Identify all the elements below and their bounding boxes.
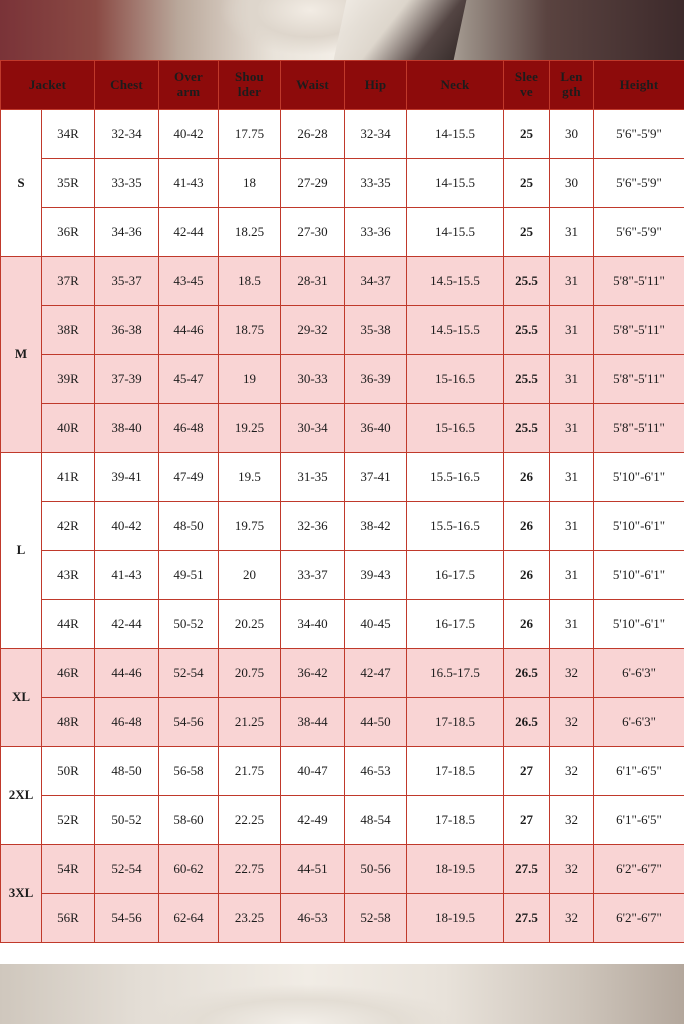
cell-chest: 52-54	[95, 845, 159, 894]
cell-shoulder: 20.25	[219, 600, 281, 649]
cell-waist: 30-33	[281, 355, 345, 404]
cell-chest: 40-42	[95, 502, 159, 551]
size-chart-table	[0, 60, 684, 943]
cell-neck: 14-15.5	[407, 159, 504, 208]
cell-overarm: 46-48	[159, 404, 219, 453]
cell-jacket: 38R	[42, 306, 95, 355]
table-row	[1, 110, 684, 159]
cell-hip: 52-58	[345, 894, 407, 943]
cell-length: 32	[550, 845, 594, 894]
cell-chest: 35-37	[95, 257, 159, 306]
column-header-chest: Chest	[95, 61, 159, 110]
table-row	[1, 208, 684, 257]
cell-shoulder: 21.75	[219, 747, 281, 796]
cell-neck: 17-18.5	[407, 747, 504, 796]
cell-waist: 34-40	[281, 600, 345, 649]
cell-hip: 40-45	[345, 600, 407, 649]
cell-sleeve: 25.5	[504, 306, 550, 355]
cell-overarm: 42-44	[159, 208, 219, 257]
cell-shoulder: 19	[219, 355, 281, 404]
background-photo-top	[0, 0, 684, 60]
table-row	[1, 894, 684, 943]
cell-shoulder: 19.5	[219, 453, 281, 502]
cell-jacket: 36R	[42, 208, 95, 257]
cell-height: 5'8"-5'11"	[594, 355, 684, 404]
cell-height: 6'-6'3"	[594, 698, 684, 747]
cell-waist: 44-51	[281, 845, 345, 894]
cell-length: 31	[550, 257, 594, 306]
cell-hip: 46-53	[345, 747, 407, 796]
cell-shoulder: 18.25	[219, 208, 281, 257]
cell-shoulder: 18.5	[219, 257, 281, 306]
cell-length: 32	[550, 698, 594, 747]
cell-hip: 42-47	[345, 649, 407, 698]
cell-hip: 50-56	[345, 845, 407, 894]
cell-waist: 26-28	[281, 110, 345, 159]
table-row	[1, 453, 684, 502]
cell-waist: 28-31	[281, 257, 345, 306]
table-row	[1, 306, 684, 355]
cell-sleeve: 27	[504, 747, 550, 796]
cell-hip: 36-40	[345, 404, 407, 453]
cell-sleeve: 26	[504, 600, 550, 649]
cell-length: 31	[550, 551, 594, 600]
column-header-sleeve-line2: ve	[520, 84, 533, 99]
cell-height: 5'10"-6'1"	[594, 600, 684, 649]
size-group-label: XL	[1, 649, 42, 747]
cell-overarm: 43-45	[159, 257, 219, 306]
cell-length: 32	[550, 649, 594, 698]
cell-height: 6'2"-6'7"	[594, 894, 684, 943]
cell-length: 31	[550, 502, 594, 551]
cell-waist: 27-29	[281, 159, 345, 208]
cell-sleeve: 25	[504, 159, 550, 208]
cell-waist: 40-47	[281, 747, 345, 796]
cell-shoulder: 17.75	[219, 110, 281, 159]
cell-height: 5'10"-6'1"	[594, 551, 684, 600]
cell-chest: 42-44	[95, 600, 159, 649]
column-header-overarm-line2: arm	[176, 84, 201, 99]
cell-length: 32	[550, 796, 594, 845]
cell-overarm: 40-42	[159, 110, 219, 159]
cell-waist: 46-53	[281, 894, 345, 943]
cell-chest: 33-35	[95, 159, 159, 208]
cell-hip: 37-41	[345, 453, 407, 502]
cell-jacket: 41R	[42, 453, 95, 502]
cell-neck: 18-19.5	[407, 845, 504, 894]
cell-overarm: 48-50	[159, 502, 219, 551]
cell-jacket: 44R	[42, 600, 95, 649]
suit-collar-decoration	[334, 0, 467, 60]
table-row	[1, 600, 684, 649]
table-row	[1, 796, 684, 845]
cell-neck: 16-17.5	[407, 600, 504, 649]
cell-waist: 31-35	[281, 453, 345, 502]
cell-hip: 33-35	[345, 159, 407, 208]
cell-sleeve: 25	[504, 208, 550, 257]
table-row	[1, 747, 684, 796]
table-row	[1, 551, 684, 600]
cell-sleeve: 25.5	[504, 257, 550, 306]
cell-height: 5'8"-5'11"	[594, 306, 684, 355]
column-header-shoulder	[219, 61, 281, 110]
cell-neck: 15.5-16.5	[407, 502, 504, 551]
column-header-waist: Waist	[281, 61, 345, 110]
cell-shoulder: 23.25	[219, 894, 281, 943]
column-header-sleeve	[504, 61, 550, 110]
column-header-shoulder-line2: lder	[237, 84, 262, 99]
cell-neck: 16-17.5	[407, 551, 504, 600]
cell-neck: 17-18.5	[407, 698, 504, 747]
cell-sleeve: 26	[504, 453, 550, 502]
cell-sleeve: 26	[504, 551, 550, 600]
cell-height: 5'10"-6'1"	[594, 502, 684, 551]
column-header-length-line1: Len	[560, 69, 583, 85]
cell-neck: 14.5-15.5	[407, 257, 504, 306]
cell-waist: 42-49	[281, 796, 345, 845]
background-photo-bottom	[0, 964, 684, 1024]
cell-jacket: 34R	[42, 110, 95, 159]
cell-length: 31	[550, 600, 594, 649]
cell-chest: 39-41	[95, 453, 159, 502]
cell-jacket: 48R	[42, 698, 95, 747]
table-row	[1, 502, 684, 551]
cell-hip: 38-42	[345, 502, 407, 551]
column-header-shoulder-line1: Shou	[235, 69, 264, 85]
cell-sleeve: 27.5	[504, 845, 550, 894]
cell-neck: 14-15.5	[407, 208, 504, 257]
size-group-label: L	[1, 453, 42, 649]
column-header-neck: Neck	[407, 61, 504, 110]
cell-height: 5'8"-5'11"	[594, 257, 684, 306]
cell-hip: 44-50	[345, 698, 407, 747]
cell-overarm: 52-54	[159, 649, 219, 698]
cell-neck: 16.5-17.5	[407, 649, 504, 698]
cell-chest: 41-43	[95, 551, 159, 600]
cell-jacket: 50R	[42, 747, 95, 796]
cell-hip: 48-54	[345, 796, 407, 845]
cell-waist: 29-32	[281, 306, 345, 355]
cell-jacket: 39R	[42, 355, 95, 404]
cell-chest: 32-34	[95, 110, 159, 159]
cell-shoulder: 19.75	[219, 502, 281, 551]
cell-chest: 34-36	[95, 208, 159, 257]
cell-length: 32	[550, 894, 594, 943]
table-row	[1, 355, 684, 404]
cell-overarm: 44-46	[159, 306, 219, 355]
cell-shoulder: 20	[219, 551, 281, 600]
cell-neck: 14-15.5	[407, 110, 504, 159]
column-header-length	[550, 61, 594, 110]
cell-waist: 38-44	[281, 698, 345, 747]
cell-sleeve: 26.5	[504, 698, 550, 747]
cell-shoulder: 21.25	[219, 698, 281, 747]
cell-jacket: 43R	[42, 551, 95, 600]
cell-sleeve: 25	[504, 110, 550, 159]
cell-chest: 38-40	[95, 404, 159, 453]
cell-neck: 15.5-16.5	[407, 453, 504, 502]
cell-jacket: 42R	[42, 502, 95, 551]
cell-jacket: 35R	[42, 159, 95, 208]
cell-jacket: 40R	[42, 404, 95, 453]
cell-overarm: 47-49	[159, 453, 219, 502]
cell-height: 6'1"-6'5"	[594, 796, 684, 845]
cell-shoulder: 22.25	[219, 796, 281, 845]
size-chart-table-container	[0, 60, 684, 943]
cell-overarm: 45-47	[159, 355, 219, 404]
cell-chest: 46-48	[95, 698, 159, 747]
column-header-sleeve-line1: Slee	[514, 69, 539, 85]
cell-shoulder: 20.75	[219, 649, 281, 698]
table-row	[1, 845, 684, 894]
cell-sleeve: 26	[504, 502, 550, 551]
cell-shoulder: 22.75	[219, 845, 281, 894]
cell-chest: 37-39	[95, 355, 159, 404]
size-group-label: 3XL	[1, 845, 42, 943]
cell-overarm: 62-64	[159, 894, 219, 943]
cell-shoulder: 18	[219, 159, 281, 208]
cell-length: 31	[550, 208, 594, 257]
column-header-height: Height	[594, 61, 684, 110]
table-row	[1, 649, 684, 698]
cell-neck: 18-19.5	[407, 894, 504, 943]
cell-length: 31	[550, 306, 594, 355]
cell-height: 6'2"-6'7"	[594, 845, 684, 894]
cell-height: 5'10"-6'1"	[594, 453, 684, 502]
cell-sleeve: 25.5	[504, 355, 550, 404]
cell-length: 31	[550, 355, 594, 404]
cell-waist: 32-36	[281, 502, 345, 551]
cell-waist: 30-34	[281, 404, 345, 453]
cell-overarm: 58-60	[159, 796, 219, 845]
cell-waist: 27-30	[281, 208, 345, 257]
cell-hip: 36-39	[345, 355, 407, 404]
table-row	[1, 159, 684, 208]
cell-chest: 36-38	[95, 306, 159, 355]
cell-jacket: 46R	[42, 649, 95, 698]
table-header	[1, 61, 684, 110]
cell-overarm: 50-52	[159, 600, 219, 649]
column-header-jacket: Jacket	[1, 61, 95, 110]
cell-overarm: 60-62	[159, 845, 219, 894]
cell-waist: 36-42	[281, 649, 345, 698]
cell-overarm: 49-51	[159, 551, 219, 600]
cell-neck: 15-16.5	[407, 404, 504, 453]
cell-chest: 54-56	[95, 894, 159, 943]
cell-hip: 32-34	[345, 110, 407, 159]
cell-jacket: 54R	[42, 845, 95, 894]
cell-sleeve: 27.5	[504, 894, 550, 943]
cell-shoulder: 19.25	[219, 404, 281, 453]
cell-jacket: 56R	[42, 894, 95, 943]
size-group-label: M	[1, 257, 42, 453]
table-row	[1, 257, 684, 306]
cell-chest: 50-52	[95, 796, 159, 845]
cell-height: 5'6"-5'9"	[594, 159, 684, 208]
size-group-label: 2XL	[1, 747, 42, 845]
cell-hip: 39-43	[345, 551, 407, 600]
cell-neck: 15-16.5	[407, 355, 504, 404]
cell-length: 31	[550, 453, 594, 502]
column-header-length-line2: gth	[562, 84, 581, 99]
cell-neck: 17-18.5	[407, 796, 504, 845]
table-body	[1, 110, 684, 943]
cell-chest: 44-46	[95, 649, 159, 698]
cell-height: 5'8"-5'11"	[594, 404, 684, 453]
cell-overarm: 41-43	[159, 159, 219, 208]
cell-sleeve: 26.5	[504, 649, 550, 698]
cell-height: 5'6"-5'9"	[594, 110, 684, 159]
cell-hip: 33-36	[345, 208, 407, 257]
header-row	[1, 61, 684, 110]
cell-length: 31	[550, 404, 594, 453]
column-header-overarm	[159, 61, 219, 110]
cell-height: 6'-6'3"	[594, 649, 684, 698]
cell-hip: 34-37	[345, 257, 407, 306]
cell-neck: 14.5-15.5	[407, 306, 504, 355]
cell-height: 6'1"-6'5"	[594, 747, 684, 796]
table-row	[1, 404, 684, 453]
cell-waist: 33-37	[281, 551, 345, 600]
cell-jacket: 52R	[42, 796, 95, 845]
cell-hip: 35-38	[345, 306, 407, 355]
cell-sleeve: 25.5	[504, 404, 550, 453]
column-header-overarm-line1: Over	[174, 69, 203, 85]
cell-sleeve: 27	[504, 796, 550, 845]
cell-jacket: 37R	[42, 257, 95, 306]
cell-length: 30	[550, 110, 594, 159]
cell-overarm: 54-56	[159, 698, 219, 747]
cell-height: 5'6"-5'9"	[594, 208, 684, 257]
table-row	[1, 698, 684, 747]
size-group-label: S	[1, 110, 42, 257]
cell-length: 32	[550, 747, 594, 796]
column-header-hip: Hip	[345, 61, 407, 110]
cell-chest: 48-50	[95, 747, 159, 796]
cell-overarm: 56-58	[159, 747, 219, 796]
cell-shoulder: 18.75	[219, 306, 281, 355]
cell-length: 30	[550, 159, 594, 208]
